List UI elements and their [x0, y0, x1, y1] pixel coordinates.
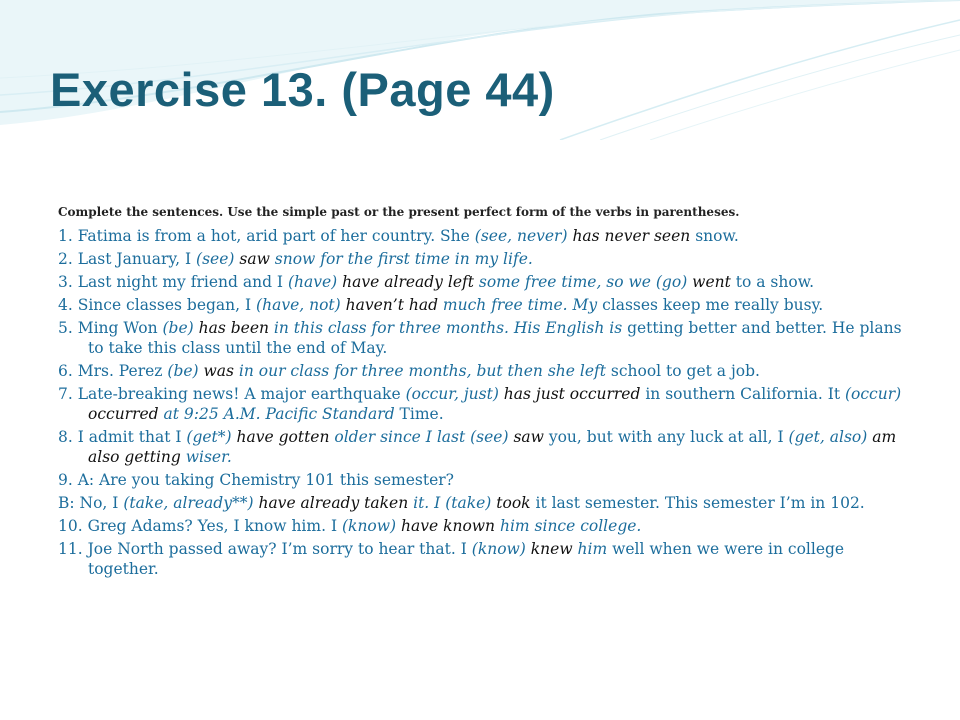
exercise-sentence [58, 516, 904, 536]
exercise-sentence [58, 384, 904, 424]
answer-text: saw [508, 428, 544, 446]
exercise-instructions: Complete the sentences. Use the simple past or the present perfect form of the verbs in parentheses. [58, 205, 740, 219]
prompt-text: at 9:25 A.M. Pacific Standard [158, 405, 395, 423]
prompt-text: (know) [342, 517, 397, 535]
prompt-text: (have) [287, 273, 338, 291]
prompt-text: (get*) [186, 428, 232, 446]
prompt-text: in our class for three months, but then she left [233, 362, 606, 380]
prompt-text: (occur, just) [405, 385, 499, 403]
sentence-text: school to get a job. [605, 362, 760, 380]
sentence-text: 11. Joe North passed away? I’m sorry to hear that. I [58, 540, 472, 558]
exercise-sentence [58, 249, 904, 269]
sentence-text: classes keep me really busy. [597, 296, 824, 314]
sentence-text: to a show. [730, 273, 815, 291]
exercise-sentence [58, 539, 904, 579]
prompt-text: (see, never) [474, 227, 568, 245]
sentence-text: in southern California. It [640, 385, 845, 403]
sentence-text: you, but with any luck at all, I [543, 428, 789, 446]
prompt-text: (know) [471, 540, 526, 558]
answer-text: took [491, 494, 531, 512]
answer-text: have already taken [253, 494, 409, 512]
exercise-sentence [58, 318, 904, 358]
prompt-text: (get, also) [788, 428, 868, 446]
sentence-text: well when we were in college together. [88, 540, 845, 578]
exercise-sentence [58, 493, 904, 513]
sentence-text: 9. A: Are you taking Chemistry 101 this semester? [58, 471, 454, 489]
prompt-text: (have, not) [256, 296, 341, 314]
sentence-text: Time. [394, 405, 444, 423]
prompt-text: some free time, so we (go) [473, 273, 688, 291]
answer-text: haven’t had [340, 296, 438, 314]
prompt-text: snow for the first time in my life. [269, 250, 533, 268]
prompt-text: it. I (take) [408, 494, 492, 512]
answer-text: have known [396, 517, 496, 535]
prompt-text: (take, already**) [123, 494, 254, 512]
exercise-sentence-list [58, 226, 904, 582]
exercise-sentence [58, 226, 904, 246]
prompt-text: him since college. [495, 517, 642, 535]
exercise-sentence [58, 470, 904, 490]
sentence-text: 3. Last night my friend and I [58, 273, 288, 291]
sentence-text: it last semester. This semester I’m in 102. [530, 494, 865, 512]
answer-text: occurred [88, 405, 159, 423]
sentence-text: B: No, I [58, 494, 124, 512]
answer-text: have gotten [231, 428, 330, 446]
answer-text: was [198, 362, 234, 380]
sentence-text: 10. Greg Adams? Yes, I know him. I [58, 517, 342, 535]
answer-text: saw [234, 250, 270, 268]
answer-text: has just occurred [498, 385, 641, 403]
sentence-text: getting better and better. He plans to take this class until the end of May. [88, 319, 902, 357]
sentence-text: snow. [690, 227, 739, 245]
answer-text: has been [193, 319, 269, 337]
sentence-text: 8. I admit that I [58, 428, 187, 446]
exercise-sentence [58, 427, 904, 467]
prompt-text: (see) [196, 250, 235, 268]
exercise-sentence [58, 295, 904, 315]
exercise-sentence [58, 361, 904, 381]
prompt-text: wiser. [180, 448, 232, 466]
answer-text: went [687, 273, 731, 291]
prompt-text: much free time. My [438, 296, 598, 314]
sentence-text: 4. Since classes began, I [58, 296, 257, 314]
prompt-text: him [572, 540, 608, 558]
slide-title: Exercise 13. (Page 44) [50, 63, 555, 116]
sentence-text: 2. Last January, I [58, 250, 197, 268]
answer-text: has never seen [567, 227, 691, 245]
answer-text: have already left [337, 273, 474, 291]
sentence-text: 6. Mrs. Perez [58, 362, 168, 380]
sentence-text: 7. Late-breaking news! A major earthquake [58, 385, 406, 403]
prompt-text: (be) [167, 362, 199, 380]
exercise-sentence [58, 272, 904, 292]
answer-text: knew [525, 540, 573, 558]
answer-text: am also getting [88, 428, 897, 466]
prompt-text: (be) [162, 319, 194, 337]
prompt-text: (occur) [844, 385, 902, 403]
sentence-text: 1. Fatima is from a hot, arid part of her country. She [58, 227, 475, 245]
prompt-text: in this class for three months. His English is [269, 319, 623, 337]
prompt-text: older since I last (see) [329, 428, 509, 446]
sentence-text: 5. Ming Won [58, 319, 163, 337]
